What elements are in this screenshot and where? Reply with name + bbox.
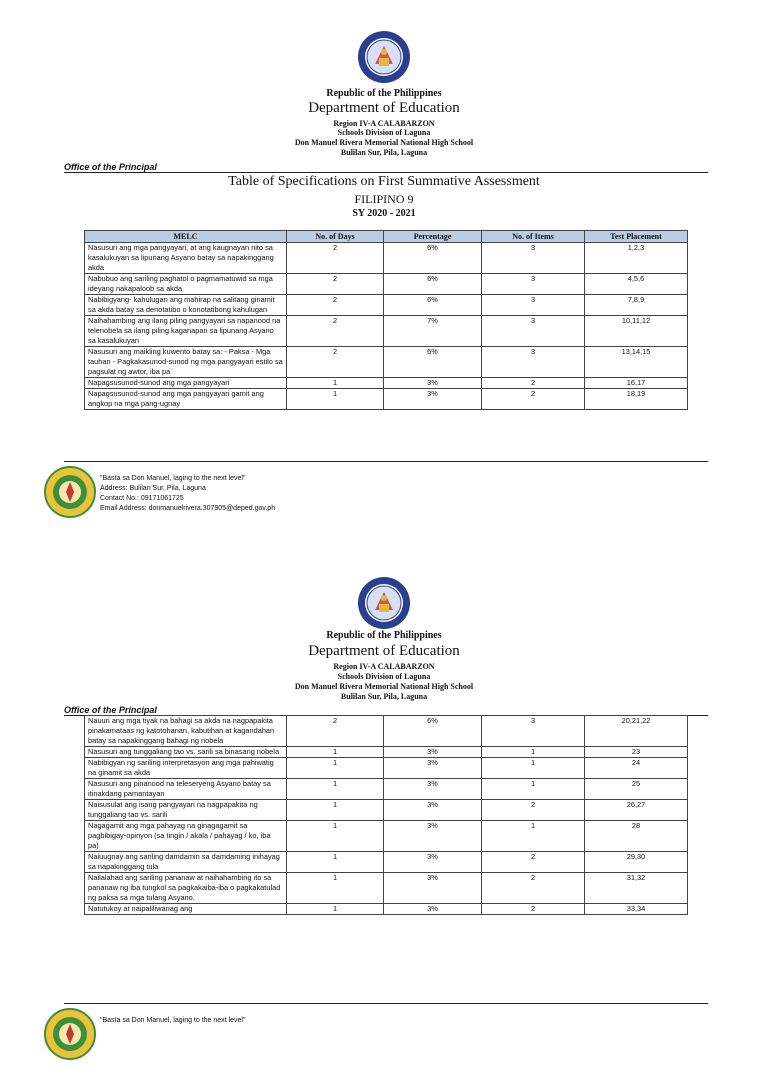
cell-percentage: 6% — [384, 716, 482, 747]
header-department: Department of Education — [308, 643, 460, 659]
col-header-items: No. of Items — [482, 231, 585, 243]
cell-percentage: 7% — [384, 316, 482, 347]
cell-placement: 13,14,15 — [585, 347, 688, 378]
cell-melc: Nabibigyan ng sariling interpretasyon ang mga pahiwatig na ginamit sa akda — [85, 758, 287, 779]
cell-percentage: 3% — [384, 779, 482, 800]
col-header-placement: Test Placement — [585, 231, 688, 243]
cell-items: 3 — [482, 274, 585, 295]
cell-items: 1 — [482, 758, 585, 779]
cell-days: 1 — [287, 389, 384, 410]
cell-melc: Naihahambing ang ilang piling pangyayari sa napanood na telenobela sa ilang piling kaganapan sa lipunang Asyano sa kasalukuyan — [85, 316, 287, 347]
cell-placement: 31,32 — [585, 873, 688, 904]
cell-melc: Nagagamit ang mga pahayag na ginagagamit sa pagbibigay-opinyon (sa tingin / akala / pahayag / ko, iba pa) — [85, 821, 287, 852]
office-label: Office of the Principal — [64, 162, 157, 172]
document-school-year: SY 2020 - 2021 — [352, 208, 416, 219]
cell-melc: Nauuri ang mga tiyak na bahagi sa akda na nagpapakita pinakamataas ng katotohanan, kabutihan at kagandahan batay sa napakinggang bahagi ng nobela — [85, 716, 287, 747]
cell-percentage: 3% — [384, 852, 482, 873]
cell-days: 2 — [287, 716, 384, 747]
cell-items: 3 — [482, 243, 585, 274]
header-division: Schools Division of Laguna — [337, 128, 431, 137]
col-header-days: No. of Days — [287, 231, 384, 243]
cell-items: 1 — [482, 779, 585, 800]
cell-percentage: 6% — [384, 347, 482, 378]
cell-placement: 4,5,6 — [585, 274, 688, 295]
cell-placement: 7,8,9 — [585, 295, 688, 316]
cell-items: 1 — [482, 821, 585, 852]
cell-melc: Nabubuo ang sariling paghatol o pagmamatuwid sa mga ideyang nakapaloob sa akda — [85, 274, 287, 295]
cell-percentage: 6% — [384, 295, 482, 316]
footer-address: Address: Bulilan Sur, Pila, Laguna — [100, 485, 206, 492]
cell-items: 2 — [482, 378, 585, 389]
cell-days: 2 — [287, 243, 384, 274]
table-row — [85, 779, 688, 800]
header-region: Region IV-A CALABARZON — [333, 662, 435, 671]
cell-items: 3 — [482, 316, 585, 347]
cell-percentage: 3% — [384, 904, 482, 915]
cell-melc: Nasusuri ang mga pangyayari, at ang kaugnayan nito sa kasalukuyan sa lipunang Asyano batay sa napakinggang akda — [85, 243, 287, 274]
cell-days: 1 — [287, 821, 384, 852]
cell-placement: 28 — [585, 821, 688, 852]
cell-placement: 24 — [585, 758, 688, 779]
cell-days: 1 — [287, 779, 384, 800]
cell-melc: Nasusuri ang tunggaliang tao vs. sarili sa binasang nobela — [85, 747, 287, 758]
cell-percentage: 3% — [384, 378, 482, 389]
cell-melc: Nailalahad ang sariling pananaw at naihahambing ito sa pananaw ng iba tungkol sa pagkakaiba-iba o pagkakatulad ng paksa sa mga tulang Asyano. — [85, 873, 287, 904]
header-department: Department of Education — [308, 100, 460, 116]
header-republic: Republic of the Philippines — [326, 88, 442, 99]
cell-placement: 18,19 — [585, 389, 688, 410]
cell-placement: 1,2,3 — [585, 243, 688, 274]
footer-motto: "Basta sa Don Manuel, laging to the next level" — [100, 475, 246, 482]
header-republic: Republic of the Philippines — [326, 630, 442, 641]
cell-days: 2 — [287, 274, 384, 295]
cell-placement: 23 — [585, 747, 688, 758]
cell-melc: Nasusuri ang maikling kuwento batay sa: - Paksa - Mga tauhan - Pagkakasunod-sunod ng mga pangyayari estilo sa pagsulat ng awtor, iba pa — [85, 347, 287, 378]
cell-placement: 20,21,22 — [585, 716, 688, 747]
footer-email: Email Address: donmanuelrivera.307905@deped.gov.ph — [100, 505, 276, 512]
cell-items: 3 — [482, 295, 585, 316]
cell-percentage: 3% — [384, 747, 482, 758]
cell-items: 2 — [482, 800, 585, 821]
header-division: Schools Division of Laguna — [337, 672, 431, 681]
cell-melc: Naisusulat ang isang pangyayari na nagpapakita ng tunggaliang tao vs. sarili — [85, 800, 287, 821]
cell-items: 2 — [482, 852, 585, 873]
cell-placement: 33,34 — [585, 904, 688, 915]
school-logo-icon — [44, 1008, 96, 1060]
footer-divider — [64, 1003, 708, 1004]
header-address: Bulilan Sur, Pila, Laguna — [340, 692, 428, 701]
school-footer — [44, 1008, 364, 1068]
table-row — [85, 904, 688, 915]
specifications-table-continued — [84, 715, 688, 915]
cell-percentage: 3% — [384, 389, 482, 410]
col-header-percentage: Percentage — [384, 231, 482, 243]
cell-items: 3 — [482, 716, 585, 747]
cell-items: 1 — [482, 747, 585, 758]
cell-days: 1 — [287, 852, 384, 873]
cell-percentage: 3% — [384, 758, 482, 779]
table-row — [85, 821, 688, 852]
table-row — [85, 758, 688, 779]
office-label: Office of the Principal — [64, 705, 157, 715]
cell-days: 1 — [287, 758, 384, 779]
deped-seal-icon — [357, 576, 411, 630]
cell-percentage: 6% — [384, 274, 482, 295]
document-subject: FILIPINO 9 — [354, 192, 414, 206]
header-school: Don Manuel Rivera Memorial National High School — [294, 138, 474, 147]
cell-items: 2 — [482, 389, 585, 410]
table-row — [85, 716, 688, 747]
cell-items: 3 — [482, 347, 585, 378]
table-row — [85, 747, 688, 758]
cell-items: 2 — [482, 904, 585, 915]
cell-days: 1 — [287, 904, 384, 915]
cell-melc: Nabibigyang- kahulugan ang mahirap na salitang ginamit sa akda batay sa denotatibo o konotatibong kahulugan — [85, 295, 287, 316]
cell-melc: Napagsusunod-sunod ang mga pangyayari — [85, 378, 287, 389]
col-header-melc: MELC — [85, 231, 287, 243]
cell-percentage: 6% — [384, 243, 482, 274]
cell-placement: 16,17 — [585, 378, 688, 389]
cell-percentage: 3% — [384, 800, 482, 821]
header-region: Region IV-A CALABARZON — [333, 119, 435, 128]
footer-contact: Contact No.: 09171061725 — [100, 495, 184, 502]
cell-days: 2 — [287, 347, 384, 378]
header-school: Don Manuel Rivera Memorial National High School — [294, 682, 474, 691]
cell-days: 1 — [287, 873, 384, 904]
table-row — [85, 800, 688, 821]
cell-percentage: 3% — [384, 821, 482, 852]
cell-percentage: 3% — [384, 873, 482, 904]
cell-melc: Nasusuri ang pinanood na teleseryeng Asyano batay sa itinakdang pamantayan — [85, 779, 287, 800]
document-title: Table of Specifications on First Summative Assessment — [228, 174, 540, 189]
table-row — [85, 873, 688, 904]
cell-days: 1 — [287, 378, 384, 389]
cell-melc: Natutukoy at naipaliliwanag ang — [85, 904, 287, 915]
cell-items: 2 — [482, 873, 585, 904]
cell-melc: Naiuugnay ang sariling damdamin sa damdaming inihayag sa napakinggang tula — [85, 852, 287, 873]
cell-days: 2 — [287, 295, 384, 316]
cell-placement: 26,27 — [585, 800, 688, 821]
cell-days: 1 — [287, 800, 384, 821]
cell-placement: 10,11,12 — [585, 316, 688, 347]
footer-motto: "Basta sa Don Manuel, laging to the next level" — [100, 1017, 246, 1024]
table-row — [85, 852, 688, 873]
cell-days: 1 — [287, 747, 384, 758]
cell-placement: 29,30 — [585, 852, 688, 873]
cell-days: 2 — [287, 316, 384, 347]
cell-melc: Napagsusunod-sunod ang mga pangyayari gamit ang angkop na mga pang-ugnay — [85, 389, 287, 410]
cell-placement: 25 — [585, 779, 688, 800]
header-address: Bulilan Sur, Pila, Laguna — [340, 148, 428, 157]
